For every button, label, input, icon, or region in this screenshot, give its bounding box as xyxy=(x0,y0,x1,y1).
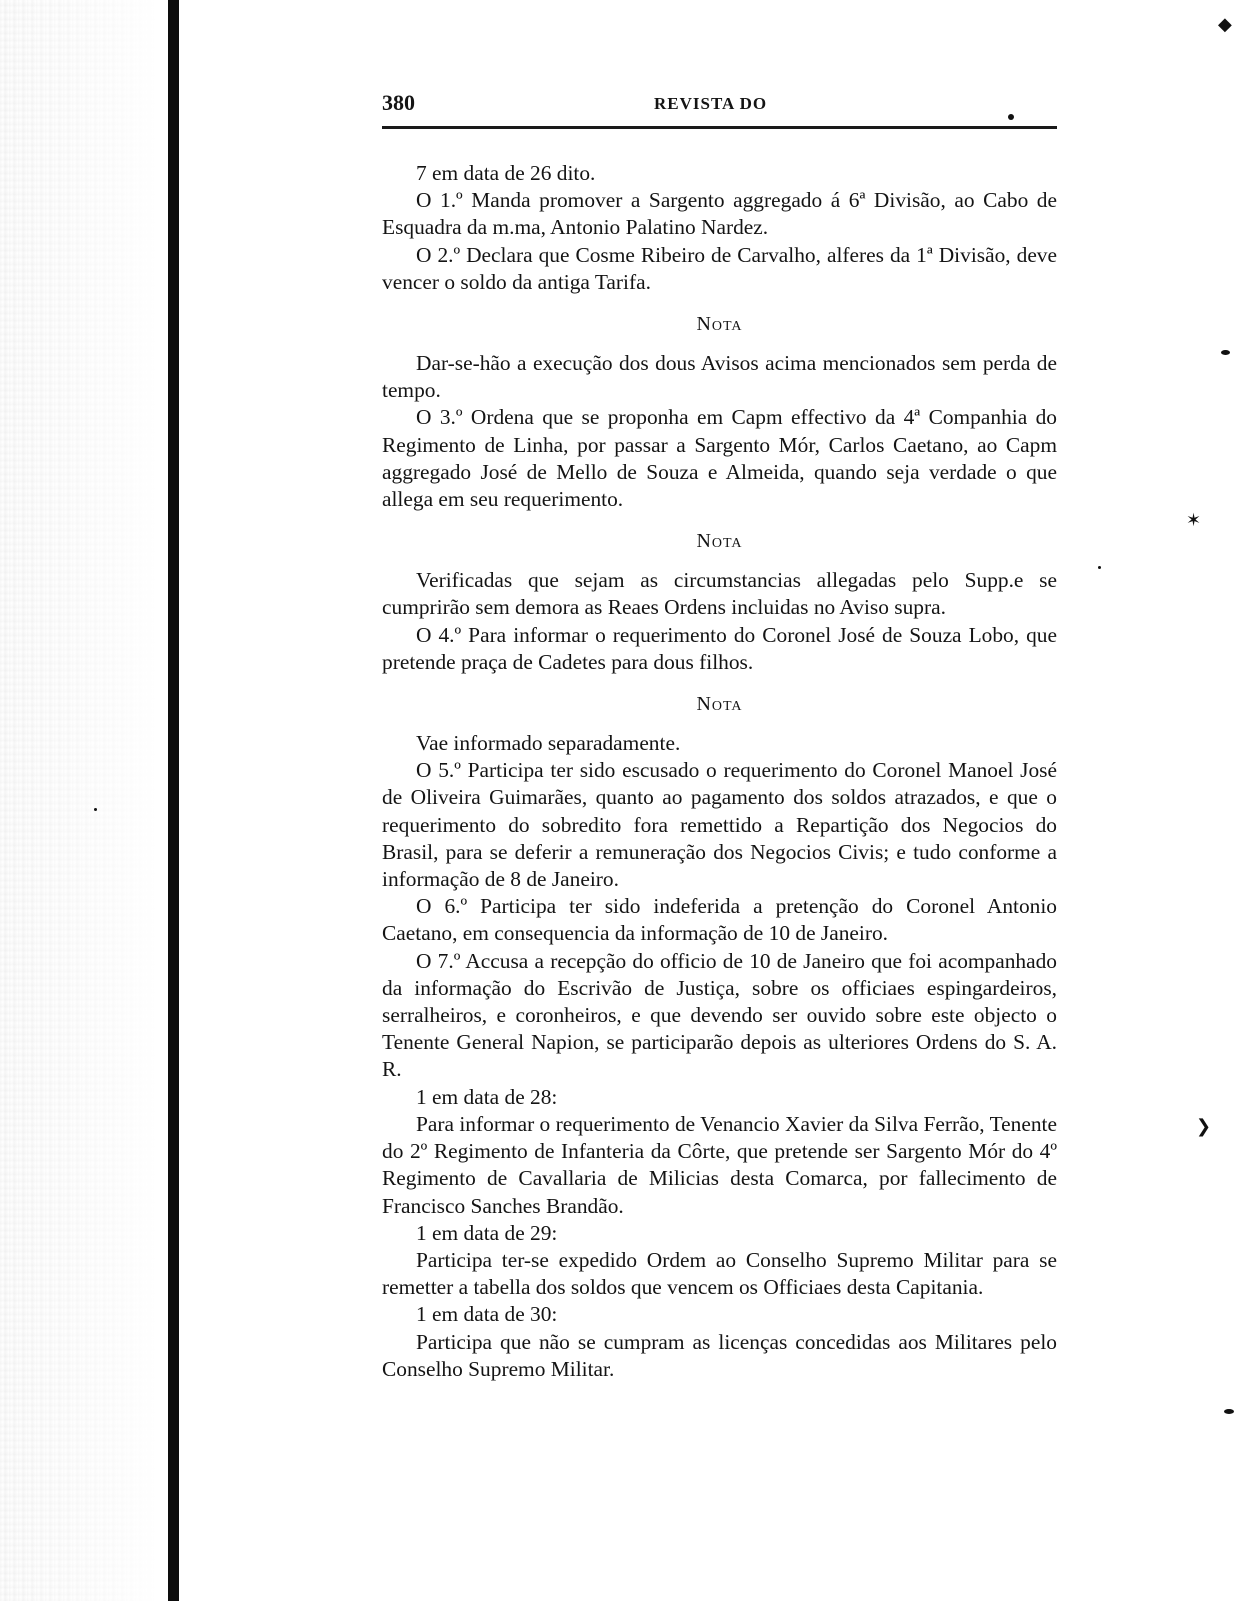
paragraph: O 6.º Participa ter sido indeferida a pretenção do Coronel Antonio Caetano, em consequencia da informação de 10 de Janeiro. xyxy=(382,894,1057,946)
paragraph: Vae informado separadamente. xyxy=(416,731,681,756)
margin-speck: ❯ xyxy=(1196,1116,1212,1137)
paragraph: 7 em data de 26 dito. xyxy=(416,161,596,185)
paragraph: 1 em data de 30: xyxy=(416,1302,558,1327)
page-number: 380 xyxy=(382,90,415,115)
section-heading-nota: Nota xyxy=(696,530,743,553)
body-text xyxy=(382,160,1057,1383)
paragraph: Verificadas que sejam as circumstancias allegadas pelo Supp.e se cumprirão sem demora as Reaes Ordens incluidas no Aviso supra. xyxy=(382,568,1057,620)
paragraph: 1 em data de 29: xyxy=(416,1220,558,1245)
paragraph: Participa que não se cumpram as licenças concedidas aos Militares pelo Conselho Supremo Militar. xyxy=(382,1329,1057,1381)
book-spine xyxy=(168,0,179,1601)
margin-speck xyxy=(94,808,97,811)
paragraph: O 1.º Manda promover a Sargento aggregado á 6ª Divisão, ao Cabo de Esquadra da m.ma, Antonio Palatino Nardez. xyxy=(382,188,1057,240)
paragraph: O 3.º Ordena que se proponha em Capm effectivo da 4ª Companhia do Regimento de Linha, por passar a Sargento Mór, Carlos Caetano, ao Capm aggregado José de Mello de Souza e Almeida, quando seja verdade o que allega em seu requerimento. xyxy=(382,405,1057,512)
paragraph: Dar-se-hão a execução dos dous Avisos acima mencionados sem perda de tempo. xyxy=(382,351,1057,403)
paragraph: O 7.º Accusa a recepção do officio de 10 de Janeiro que foi acompanhado da informação do Escrivão de Justiça, sobre os officiaes espingardeiros, serralheiros, e coronheiros, e que devendo ser ouvido sobre este objecto o Tenente General Napion, se participarão depois as ulteriores Ordens do S. A. R. xyxy=(382,948,1057,1082)
section-heading-nota: Nota xyxy=(696,313,743,336)
paragraph: 1 em data de 28: xyxy=(416,1084,558,1109)
margin-speck: ◆ xyxy=(1218,14,1232,35)
margin-speck xyxy=(1098,566,1101,569)
paragraph: Para informar o requerimento de Venancio Xavier da Silva Ferrão, Tenente do 2º Regimento de Infanteria da Côrte, que pretende ser Sargento Mór do 4º Regimento de Cavallaria de Milicias desta Comarca, por fallecimento de Francisco Sanches Brandão. xyxy=(382,1111,1057,1218)
paragraph: O 4.º Para informar o requerimento do Coronel José de Souza Lobo, que pretende praça de Cadetes para dous filhos. xyxy=(382,622,1057,674)
margin-speck: ✶ xyxy=(1186,510,1202,531)
header-rule xyxy=(382,126,1057,129)
margin-speck xyxy=(1008,114,1014,120)
margin-speck xyxy=(1224,1409,1234,1414)
paragraph: O 5.º Participa ter sido escusado o requerimento do Coronel Manoel José de Oliveira Guimarães, quanto ao pagamento dos soldos atrazados, e que o requerimento do sobredito fora remettido a Repartição dos Negocios do Brasil, para se deferir a remuneração dos Negocios Civis; e tudo conforme a informação de 8 de Janeiro. xyxy=(382,758,1057,892)
page-header xyxy=(382,82,1057,122)
page-edge-fade xyxy=(0,0,160,1601)
margin-speck xyxy=(1221,350,1230,355)
paragraph: Participa ter-se expedido Ordem ao Conselho Supremo Militar para se remetter a tabella dos soldos que vencem os Officiaes desta Capitania. xyxy=(382,1247,1057,1300)
paragraph: O 2.º Declara que Cosme Ribeiro de Carvalho, alferes da 1ª Divisão, deve vencer o soldo da antiga Tarifa. xyxy=(382,242,1057,294)
section-heading-nota: Nota xyxy=(696,693,743,716)
running-head: REVISTA DO xyxy=(654,94,768,113)
